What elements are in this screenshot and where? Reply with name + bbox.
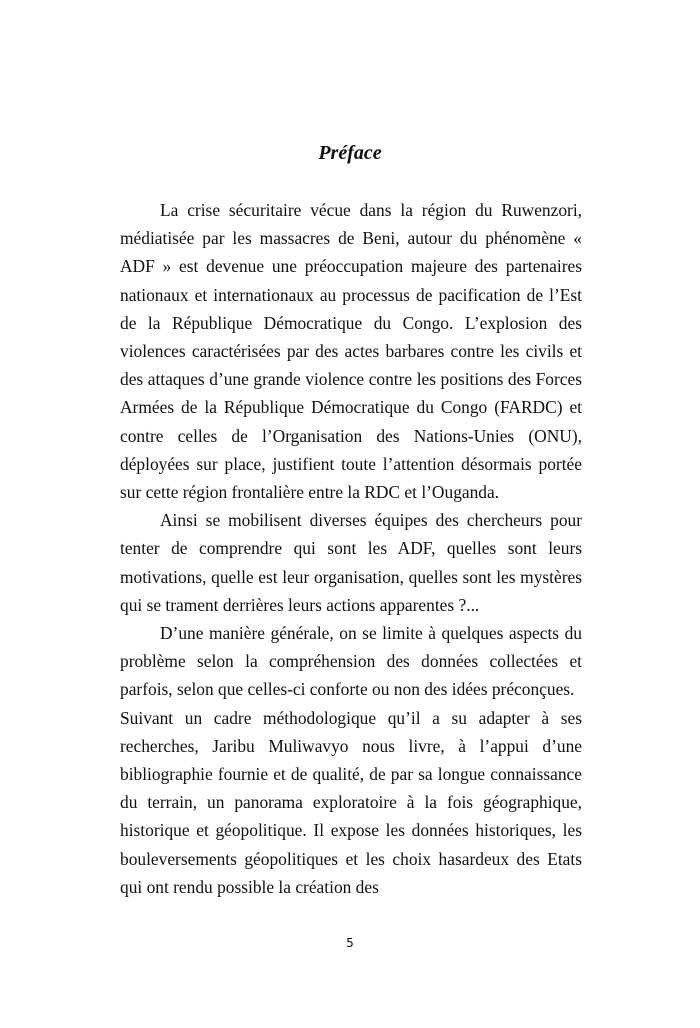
paragraph-3: D’une manière générale, on se limite à quelques aspects du problème selon la compréhension des données collectées et parfois, selon que celles-ci conforte ou non des idées préconçues. xyxy=(120,623,582,700)
body-text xyxy=(120,196,582,901)
paragraph-4: Suivant un cadre méthodologique qu’il a su adapter à ses recherches, Jaribu Muliwavyo nous livre, à l’appui d’une bibliographie fournie et de qualité, de par sa longue connaissance du terrain, un panorama exploratoire à la fois géographique, historique et géopolitique. Il expose les données historiques, les bouleversements géopolitiques et les choix hasardeux des Etats qui ont rendu possible la création des xyxy=(120,707,582,897)
page-title: Préface xyxy=(318,142,382,164)
paragraph-1: La crise sécuritaire vécue dans la région du Ruwenzori, médiatisée par les massacres de Beni, autour du phénomène « ADF » est devenue une préoccupation majeure des partenaires nationaux et internationaux au processus de pacification de l’Est de la République Démocratique du Congo. L’explosion des violences caractérisées par des actes barbares contre les civils et des attaques d’une grande violence contre les positions des Forces Armées de la République Démocratique du Congo (FARDC) et contre celles de l’Organisation des Nations-Unies (ONU), déployées sur place, justifient toute l’attention désormais portée sur cette région frontalière entre la RDC et l’Ouganda. xyxy=(120,200,582,503)
page-number: 5 xyxy=(346,936,354,950)
paragraph-2: Ainsi se mobilisent diverses équipes des chercheurs pour tenter de comprendre qui sont les ADF, quelles sont leurs motivations, quelle est leur organisation, quelles sont les mystères qui se trament derrières leurs actions apparentes ?... xyxy=(120,510,582,615)
